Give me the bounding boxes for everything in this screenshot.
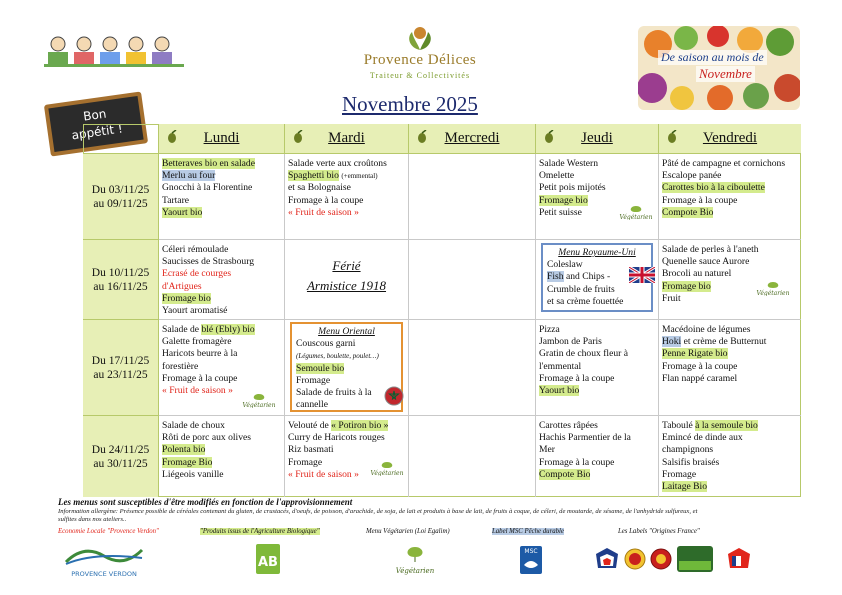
dish: Salade de perles à l'aneth — [662, 244, 759, 255]
dish: Pizza — [539, 324, 560, 335]
dish: Gnocchi à la Florentine — [162, 182, 253, 194]
dish: Macédoine de légumes — [662, 324, 751, 335]
dish: Riz basmati — [288, 444, 334, 456]
dish: « Fruit de saison » — [288, 206, 359, 218]
theme-menu-title: Menu Oriental — [318, 326, 375, 337]
svg-text:Végétarien: Végétarien — [756, 290, 790, 296]
dish: champignons — [662, 444, 714, 456]
week-start: Du 24/11/25 — [91, 443, 150, 456]
vegetarian-icon — [755, 280, 791, 296]
ab-bio-logo — [256, 544, 280, 574]
dish: Spaghetti bio (+emmental) — [288, 170, 378, 182]
season-line-2: Novembre — [696, 66, 755, 82]
provence-verdon-logo: PROVENCE VERDON — [64, 542, 144, 576]
olive-icon — [165, 130, 179, 144]
cell-w1-vendredi — [659, 154, 801, 240]
dish: Jambon de Paris — [539, 336, 602, 348]
dish: Fromage à la coupe — [662, 194, 738, 206]
dish: Fromage à la coupe — [288, 194, 364, 206]
dish: Haricots beurre à la — [162, 348, 238, 360]
week-label — [83, 320, 159, 416]
dish: Salade Western — [539, 158, 598, 169]
cell-w3-lundi — [159, 320, 285, 416]
theme-menu-title: Menu Royaume-Uni — [558, 247, 636, 258]
cell-w4-mercredi — [409, 416, 536, 497]
allergen-info: Information allergène: Présence possible de céréales contenant du gluten, de crustacés, d'oeufs, de poisson, d'arachide, de soja, de lait et produits à base de lait, de fruits à coque, de céleri, de moutarde, de sésame, de l'anhydride sulfureux, et sulfites dans nos ateliers.. — [58, 508, 698, 523]
dish: Salade de fruits à la — [296, 387, 372, 399]
morocco-flag-icon — [384, 386, 404, 406]
cell-w3-mardi — [285, 320, 409, 416]
cell-w4-vendredi — [659, 416, 801, 497]
cell-w3-vendredi — [659, 320, 801, 416]
board-line-2: appétit ! — [70, 121, 124, 143]
week-label — [83, 240, 159, 320]
dish: et sa Bolognaise — [288, 182, 351, 194]
dish: Fromage bio — [662, 280, 711, 292]
uk-flag-icon — [629, 267, 655, 283]
dish: Penne Rigate bio — [662, 348, 728, 360]
dish: Flan nappé caramel — [662, 372, 738, 384]
dish: Carottes râpées — [539, 420, 598, 431]
dish: Coleslaw — [547, 259, 583, 271]
cell-w4-mardi — [285, 416, 409, 497]
dish: Fromage bio — [539, 194, 588, 206]
dish: Fruit — [662, 292, 681, 304]
olive-icon — [291, 130, 305, 144]
legend-msc: Label MSC Pêche durable — [492, 528, 564, 535]
cell-w1-jeudi — [536, 154, 659, 240]
dish: « Fruit de saison » — [288, 468, 359, 480]
dish: d'Artigues — [162, 280, 202, 292]
dish: forestière — [162, 360, 199, 372]
day-label: Mercredi — [444, 130, 500, 146]
week-start: Du 17/11/25 — [91, 354, 150, 367]
dish: Mer — [539, 444, 555, 456]
dish: Salade verte aux croûtons — [288, 158, 387, 169]
dish: Fromage bio — [162, 292, 211, 304]
dish: Fromage — [288, 456, 323, 468]
dish: Céleri rémoulade — [162, 244, 229, 255]
provence-delices-logo — [340, 24, 500, 90]
page-title: Novembre 2025 — [342, 92, 478, 116]
olive-icon — [542, 130, 556, 144]
ferie-label: Férié — [332, 258, 361, 273]
dish: cannelle — [296, 399, 328, 411]
dish: Fromage à la coupe — [539, 456, 615, 468]
aop-label-icon — [650, 548, 672, 570]
day-label: Mardi — [328, 130, 365, 146]
dish: Emincé de dinde aux — [662, 432, 743, 444]
dish: Saucisses de Strasbourg — [162, 256, 255, 268]
svg-text:Végétarien: Végétarien — [242, 402, 276, 408]
week-end: au 30/11/25 — [93, 457, 148, 470]
svg-text:Végétarien: Végétarien — [619, 214, 653, 220]
header-vendredi — [659, 124, 801, 154]
armistice-label: Armistice 1918 — [306, 278, 387, 293]
cell-w4-lundi — [159, 416, 285, 497]
day-label: Jeudi — [581, 130, 613, 146]
week-label — [83, 416, 159, 497]
dish: Quenelle sauce Aurore — [662, 256, 750, 268]
dish: Yaourt bio — [162, 206, 203, 218]
dish: Rôti de porc aux olives — [162, 432, 251, 444]
viande-francaise-icon — [726, 546, 752, 572]
dish: Laitage Bio — [662, 481, 708, 493]
header-mercredi — [409, 124, 536, 154]
dish: Semoule bio — [296, 362, 345, 374]
cell-w4-jeudi — [536, 416, 659, 497]
dish: Yaourt aromatisé — [162, 305, 228, 317]
brand-name: Provence Délices — [363, 52, 477, 68]
dish: Yaourt bio — [539, 385, 580, 397]
season-vegetables-banner — [638, 26, 800, 110]
dish: Fromage à la coupe — [162, 372, 238, 384]
vegetarian-logo: Végétarien — [390, 545, 440, 573]
dish: Omelette — [539, 170, 575, 182]
dish: Velouté de « Potiron bio » — [288, 420, 389, 431]
day-label: Lundi — [203, 130, 240, 146]
week-start: Du 10/11/25 — [91, 266, 150, 279]
dish: Petit suisse — [539, 206, 582, 218]
legend-local: Economie Locale "Provence Verdon" — [58, 528, 159, 535]
cell-w3-jeudi — [536, 320, 659, 416]
week-end: au 09/11/25 — [93, 197, 148, 210]
origin-france-label-icon — [594, 546, 620, 572]
header-mardi — [285, 124, 409, 154]
season-line-1: De saison au mois de — [658, 50, 767, 65]
dish: Compote Bio — [662, 206, 714, 218]
dish: Fish and Chips - — [547, 271, 611, 283]
dish: Petit pois mijotés — [539, 182, 606, 194]
dish: Ecrasé de courges — [162, 268, 232, 280]
cell-w2-mercredi — [409, 240, 536, 320]
dish: Tartare — [162, 194, 190, 206]
dish: Couscous garni — [296, 338, 356, 350]
dish: Fromage à la coupe — [539, 372, 615, 384]
dish: Salsifis braisés — [662, 456, 720, 468]
dish: Merlu au four — [162, 170, 216, 182]
menu-change-note: Les menus sont susceptibles d'être modifiés en fonction de l'approvisionnement — [58, 497, 353, 507]
cell-w2-mardi — [285, 240, 409, 320]
dish: Fromage à la coupe — [662, 360, 738, 372]
week-end: au 16/11/25 — [93, 280, 148, 293]
dish: Betteraves bio en salade — [162, 158, 255, 169]
dish: Liégeois vanille — [162, 468, 224, 480]
cell-w2-jeudi — [536, 240, 659, 320]
week-start: Du 03/11/25 — [91, 183, 150, 196]
brand-subtitle: Traiteur & Collectivités — [369, 71, 471, 80]
dish: Fromage Bio — [162, 456, 213, 468]
dish: Salade de blé (Ebly) bio — [162, 324, 255, 335]
dish: Fromage — [662, 468, 697, 480]
vegetarian-icon — [241, 392, 277, 408]
vegetarian-icon — [369, 460, 405, 476]
dish: Salade de choux — [162, 420, 225, 431]
day-label: Vendredi — [702, 130, 758, 146]
cell-w3-mercredi — [409, 320, 536, 416]
cell-w1-lundi — [159, 154, 285, 240]
cell-w2-lundi — [159, 240, 285, 320]
header-lundi — [159, 124, 285, 154]
dish: Carottes bio à la ciboulette — [662, 182, 765, 194]
msc-logo: MSC — [520, 546, 542, 574]
dish: et sa crème fouettée — [547, 295, 624, 307]
olive-icon — [665, 130, 679, 144]
dish: (Légumes, boulette, poulet…) — [296, 352, 379, 361]
legend-bio: "Produits issus de l'Agriculture Biologique" — [200, 528, 320, 535]
cell-w1-mercredi — [409, 154, 536, 240]
cell-w2-vendredi — [659, 240, 801, 320]
dish: Pâté de campagne et cornichons — [662, 158, 786, 169]
label-rouge-icon — [624, 548, 646, 570]
dish: Curry de Haricots rouges — [288, 432, 385, 444]
dish: Crumble de fruits — [547, 283, 615, 295]
olive-icon — [415, 130, 429, 144]
legend-origin: Les Labels "Origines France" — [618, 528, 700, 535]
svg-text:Végétarien: Végétarien — [370, 470, 404, 476]
dish: Galette fromagère — [162, 336, 232, 348]
dish: Gratin de choux fleur à — [539, 348, 628, 360]
dish: Brocoli au naturel — [662, 268, 732, 280]
dish: l'emmental — [539, 360, 582, 372]
cell-w1-mardi — [285, 154, 409, 240]
dish: Taboulé à la semoule bio — [662, 420, 758, 431]
vegetarian-icon — [618, 204, 654, 220]
legend-vegetarian: Menu Végétarien (Loi Egalim) — [366, 528, 450, 535]
board-line-1: Bon — [82, 106, 108, 124]
svg-text:AB: AB — [258, 555, 278, 570]
dish: Fromage — [296, 374, 331, 386]
header-jeudi — [536, 124, 659, 154]
dish: Hoki et crème de Butternut — [662, 336, 767, 348]
header-corner — [83, 124, 159, 154]
dish: Hachis Parmentier de la — [539, 432, 631, 444]
week-label — [83, 154, 159, 240]
week-end: au 23/11/25 — [93, 368, 148, 381]
children-illustration — [44, 34, 184, 68]
dish: Compote Bio — [539, 468, 591, 480]
eco-niveau-2-icon — [677, 546, 713, 572]
dish: « Fruit de saison » — [162, 385, 233, 397]
dish: Escalope panée — [662, 170, 722, 182]
dish: Polenta bio — [162, 444, 206, 456]
